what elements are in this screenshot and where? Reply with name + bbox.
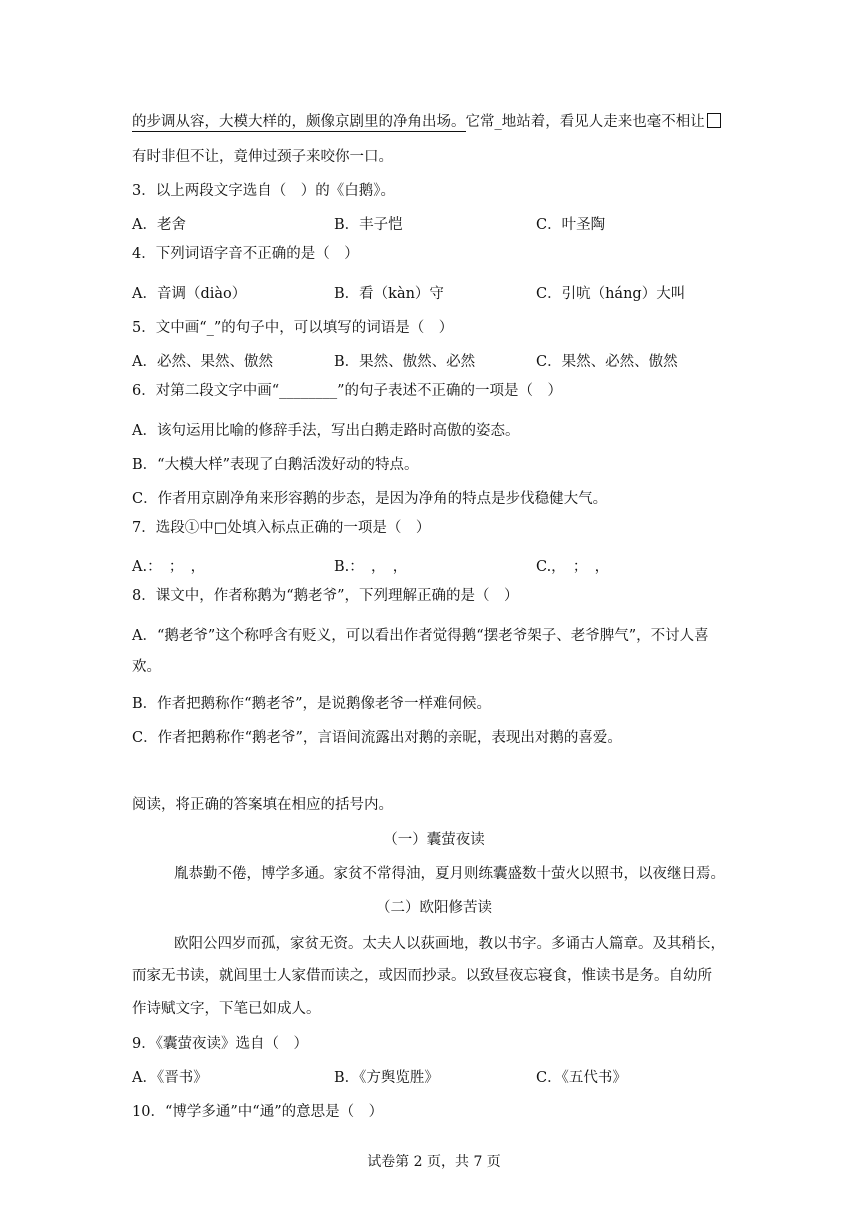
text2-line-3: 作诗赋文字，下笔已如成人。 [132,1001,321,1017]
question-8-option-c[interactable]: C．作者把鹅称作“鹅老爷”，言语间流露出对鹅的亲昵，表现出对鹅的喜爱。 [132,730,622,746]
question-6-option-c[interactable]: C．作者用京剧净角来形容鹅的步态，是因为净角的特点是步伐稳健大气。 [132,491,608,507]
page-footer: 试卷第 2 页，共 7 页 [367,1154,501,1170]
option-c[interactable]: C．《五代书》 [536,1070,627,1086]
option-c[interactable]: C．引吭（háng）大叫 [536,286,686,302]
question-7: 7．选段①中□处填入标点正确的一项是（ ） [132,520,431,536]
option-a[interactable]: A．音调（diào） [132,286,247,302]
text1-body: 胤恭勤不倦，博学多通。家贫不常得油，夏月则练囊盛数十萤火以照书，以夜继日焉。 [174,866,725,882]
option-a[interactable]: A．《晋书》 [132,1070,208,1086]
text2-title: （二）欧阳修苦读 [376,900,492,916]
question-8-option-a[interactable]: A．“鹅老爷”这个称呼含有贬义，可以看出作者觉得鹅“摆老爷架子、老爷脾气”，不讨人喜 [132,628,709,644]
question-9: 9．《囊萤夜读》选自（ ） [132,1036,308,1052]
option-a[interactable]: A．老舍 [132,217,186,233]
question-8: 8．课文中，作者称鹅为“鹅老爷”，下列理解正确的是（ ） [132,588,519,604]
option-b[interactable]: B．《方舆览胜》 [334,1070,439,1086]
option-c[interactable]: C．叶圣陶 [536,217,606,233]
underlined-sentence: 的步调从容，大模大样的，颇像京剧里的净角出场。 [132,114,466,130]
question-10: 10．“博学多通”中“通”的意思是（ ） [132,1104,384,1120]
blank-box [707,113,721,128]
text2-line-2: 而家无书读，就闾里士人家借而读之，或因而抄录。以致昼夜忘寝食，惟读书是务。自幼所 [132,968,712,984]
text1-title: （一）囊萤夜读 [383,832,485,848]
option-c[interactable]: C.， ； ， [536,559,610,575]
question-6-option-b[interactable]: B．“大模大样”表现了白鹅活泼好动的特点。 [132,457,419,473]
question-4: 4．下列词语字音不正确的是（ ） [132,246,359,262]
question-8-option-b[interactable]: B．作者把鹅称作“鹅老爷”，是说鹅像老爷一样难伺候。 [132,696,491,712]
option-b[interactable]: B.： ， ， [334,559,408,575]
question-8-option-a-cont: 欢。 [132,659,161,675]
option-a[interactable]: A．必然、果然、傲然 [132,354,273,370]
reading-instruction: 阅读，将正确的答案填在相应的括号内。 [132,797,393,813]
option-b[interactable]: B．丰子恺 [334,217,403,233]
passage-line-1 [132,112,721,132]
option-c[interactable]: C．果然、必然、傲然 [536,354,678,370]
option-a[interactable]: A.： ； ， [132,559,206,575]
passage-rest: 它常_地站着，看见人走来也毫不相让 [465,114,705,130]
passage-line-2: 有时非但不让，竟伸过颈子来咬你一口。 [132,149,393,165]
option-b[interactable]: B．果然、傲然、必然 [334,354,476,370]
question-5: 5．文中画“_”的句子中，可以填写的词语是（ ） [132,320,454,336]
question-6-option-a[interactable]: A．该句运用比喻的修辞手法，写出白鹅走路时高傲的姿态。 [132,423,520,439]
text2-line-1: 欧阳公四岁而孤，家贫无资。太夫人以荻画地，教以书字。多诵古人篇章。及其稍长， [174,936,725,952]
question-3: 3．以上两段文字选自（ ）的《白鹅》。 [132,183,395,199]
question-6: 6．对第二段文字中画“________”的句子表述不正确的一项是（ ） [132,383,563,399]
option-b[interactable]: B．看（kàn）守 [334,286,444,302]
